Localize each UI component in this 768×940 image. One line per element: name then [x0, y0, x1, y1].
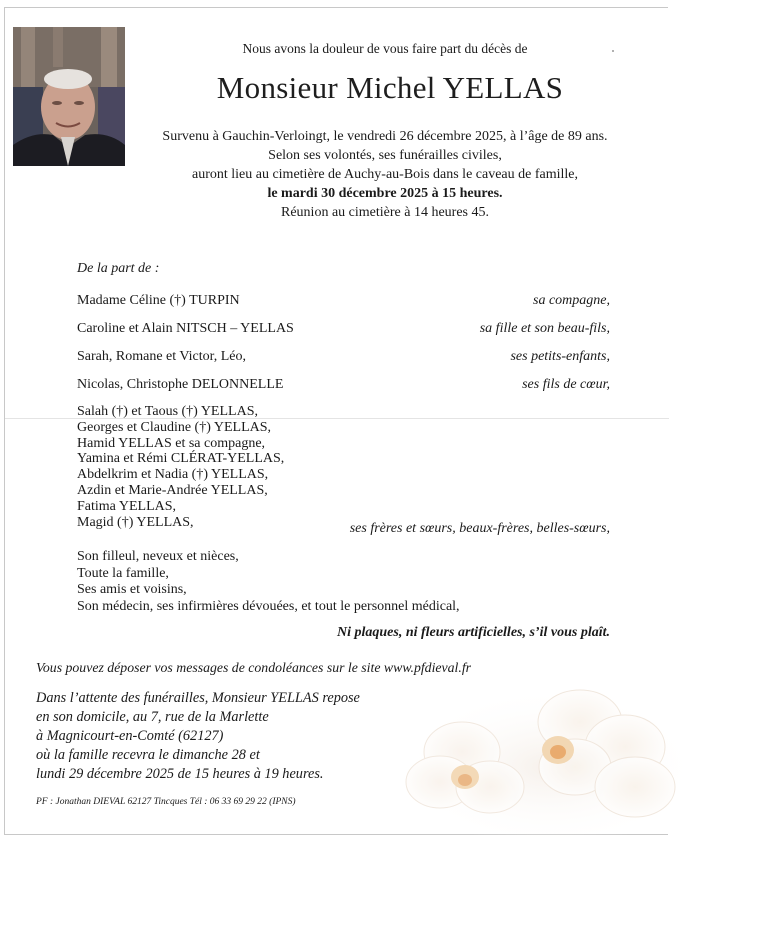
- sibling-line: Hamid YELLAS et sa compagne,: [77, 435, 266, 451]
- family-relation: sa compagne,: [533, 293, 610, 308]
- condolences-text: Vous pouvez déposer vos messages de condoléances sur le site www.pfdieval.fr: [36, 660, 472, 675]
- orchid-flowers-icon: [400, 672, 700, 842]
- funeral-date: le mardi 30 décembre 2025 à 15 heures.: [267, 186, 503, 201]
- de-la-part-heading: De la part de :: [77, 261, 160, 276]
- intro-text: Nous avons la douleur de vous faire part du décès de: [242, 41, 528, 56]
- siblings-list: [77, 404, 284, 530]
- repose-line: où la famille recevra le dimanche 28 et: [36, 747, 260, 763]
- family-member: Sarah, Romane et Victor, Léo,: [77, 349, 247, 364]
- family-relation: ses fils de cœur,: [522, 377, 610, 392]
- family-relation: sa fille et son beau-fils,: [479, 321, 610, 336]
- repose-line: Dans l’attente des funérailles, Monsieur YELLAS repose: [36, 690, 360, 706]
- sibling-line: Magid (†) YELLAS,: [77, 514, 194, 530]
- repose-line: en son domicile, au 7, rue de la Marlette: [36, 709, 269, 725]
- no-flowers-notice: Ni plaques, ni fleurs artificielles, s’il vous plaît.: [336, 625, 610, 640]
- sibling-line: Yamina et Rémi CLÉRAT-YELLAS,: [77, 451, 285, 467]
- others-line: Son médecin, ses infirmières dévouées, et tout le personnel médical,: [77, 598, 460, 614]
- siblings-relation: ses frères et sœurs, beaux-frères, belles-sœurs,: [349, 521, 610, 536]
- announcement-line: Réunion au cimetière à 14 heures 45.: [281, 205, 489, 220]
- sibling-line: Fatima YELLAS,: [77, 498, 177, 514]
- portrait-photo: [13, 27, 125, 166]
- repose-text: [36, 689, 360, 784]
- others-line: Toute la famille,: [77, 565, 169, 581]
- deceased-name: Monsieur Michel YELLAS: [216, 70, 564, 105]
- family-relation: ses petits-enfants,: [510, 349, 610, 364]
- sibling-line: Salah (†) et Taous (†) YELLAS,: [77, 404, 258, 419]
- others-line: Son filleul, neveux et nièces,: [77, 549, 239, 564]
- repose-line: lundi 29 décembre 2025 de 15 heures à 19 heures.: [36, 766, 324, 782]
- repose-line: à Magnicourt-en-Comté (62127): [36, 728, 224, 744]
- announcement-line: auront lieu au cimetière de Auchy-au-Bois dans le caveau de famille,: [191, 167, 578, 182]
- sibling-line: Georges et Claudine (†) YELLAS,: [77, 419, 272, 435]
- announcement-line: Survenu à Gauchin-Verloingt, le vendredi 26 décembre 2025, à l’âge de 89 ans.: [162, 129, 608, 144]
- announcement: [135, 127, 635, 222]
- sibling-line: Abdelkrim et Nadia (†) YELLAS,: [77, 467, 269, 483]
- family-member: Caroline et Alain NITSCH – YELLAS: [77, 321, 294, 336]
- family-member: Nicolas, Christophe DELONNELLE: [77, 377, 284, 392]
- others-line: Ses amis et voisins,: [77, 582, 187, 597]
- sibling-line: Azdin et Marie-Andrée YELLAS,: [77, 482, 268, 498]
- announcement-line: Selon ses volontés, ses funérailles civiles,: [268, 148, 502, 163]
- family-member: Madame Céline (†) TURPIN: [77, 293, 240, 308]
- others-list: [77, 549, 460, 615]
- funeral-home-footer: PF : Jonathan DIEVAL 62127 Tincques Tél : 06 33 69 29 22 (IPNS): [36, 797, 296, 807]
